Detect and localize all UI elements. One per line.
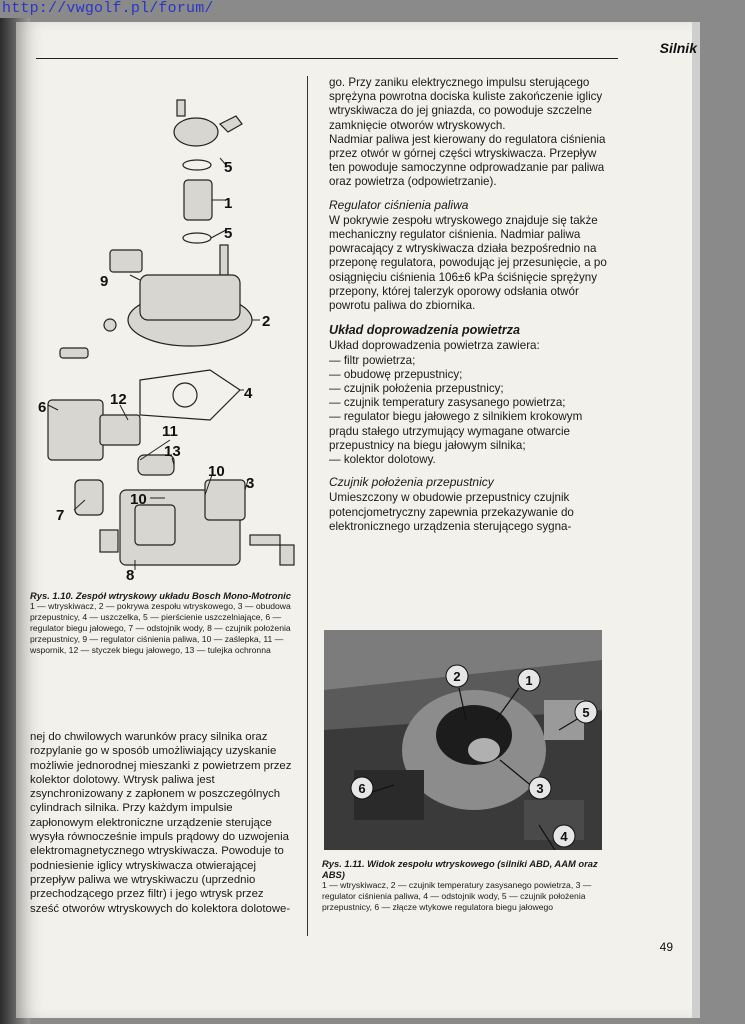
photo-callout: 1 [525,673,533,688]
header-rule [36,58,618,59]
figure-caption-1 [30,590,304,656]
diagram-callout: 9 [100,273,109,290]
list-item: — czujnik położenia przepustnicy; [329,382,504,396]
figure-title: Rys. 1.10. Zespół wtryskowy układu Bosch Mono-Motronic [30,590,291,601]
paragraph: Nadmiar paliwa jest kierowany do regulatora ciśnienia przez otwór w górnej części wtryskiwacza. Przepływ ten powoduje samoczynne odprowadzanie par paliwa oraz powietrza (odpowietrzanie). [329,132,606,189]
list-item: — obudowę przepustnicy; [329,367,463,381]
component-list [329,354,611,468]
list-item: — kolektor dolotowy. [329,453,436,467]
diagram-callout: 2 [262,313,271,330]
paragraph: W pokrywie zespołu wtryskowego znajduje się także mechaniczny regulator ciśnienia. Nadmiar paliwa powracający z wtryskiwacza działa bezpośrednio na przeponę regulatora, powodując jej przesunięcie, a po osiągnięciu ciśnienia 106±6 kPa ściśnięcie sprężyny przepony, której talerzyk oporowy odsłania otwór powrotu paliwa do zbiornika. [329,213,607,313]
watermark-url: http://vwgolf.pl/forum/ [2,0,214,17]
figure-caption-2 [322,858,608,913]
exploded-injection-unit-diagram [20,80,310,580]
diagram-callout: 5 [224,225,233,242]
right-column [329,76,611,534]
diagram-callout: 5 [224,159,233,176]
paragraph: Układ doprowadzenia powietrza zawiera: [329,339,540,353]
section-title: Silnik [659,40,697,56]
diagram-callout: 11 [162,423,178,440]
list-item: — filtr powietrza; [329,353,416,367]
section-heading: Układ doprowadzenia powietrza [329,323,521,338]
subheading: Regulator ciśnienia paliwa [329,197,469,212]
diagram-callout: 10 [208,463,225,480]
diagram-callout: 13 [164,443,181,460]
photo-callout: 5 [582,705,590,720]
list-item: — regulator biegu jałowego z silnikiem krokowym prądu stałego utrzymujący wymagane otwarcie przepustnicy na biegu jałowym silnika; [329,410,583,452]
diagram-callout: 1 [224,195,233,212]
diagram-callout: 7 [56,507,65,524]
diagram-callout: 10 [130,491,147,508]
list-item: — czujnik temperatury zasysanego powietrza; [329,396,566,410]
paragraph: Umieszczony w obudowie przepustnicy czujnik potencjometryczny zapewnia przekazywanie do elektronicznego urządzenia sterującego sygna- [329,491,574,533]
photo-callout: 2 [453,669,461,684]
injection-unit-photo [324,630,602,850]
photo-callout: 6 [358,781,366,796]
diagram-callout: 3 [246,475,255,492]
photo-callout: 3 [536,781,544,796]
subheading: Czujnik położenia przepustnicy [329,475,494,490]
page-number: 49 [659,940,673,954]
figure-legend: 1 — wtryskiwacz, 2 — pokrywa zespołu wtryskowego, 3 — obudowa przepustnicy, 4 — uszczelka, 5 — pierścienie uszczelniające, 6 — regulator biegu jałowego, 7 — odstojnik wody, 8 — czujnik położenia przepustnicy, 9 — regulator ciśnienia paliwa, 10 — zaślepka, 11 — wspornik, 12 — styczek biegu jałowego, 13 — tulejka ochronna [30,601,291,655]
photo-callout: 4 [560,829,568,844]
diagram-callout: 12 [110,391,127,408]
diagram-callout: 4 [244,385,253,402]
diagram-callout: 6 [38,399,47,416]
diagram-callout: 8 [126,567,135,580]
figure-legend: 1 — wtryskiwacz, 2 — czujnik temperatury zasysanego powietrza, 3 — regulator ciśnienia paliwa, 4 — odstojnik wody, 5 — czujnik położenia przepustnicy, 6 — złącze wtykowe regulatora biegu jałowego [322,880,592,912]
figure-title: Rys. 1.11. Widok zespołu wtryskowego (silniki ABD, AAM oraz ABS) [322,858,598,880]
left-column-text: nej do chwilowych warunków pracy silnika oraz rozpylanie go w sposób umożliwiający uzyskanie możliwie jednorodnej mieszanki z powietrzem przez kolektor dolotowy. Wtrysk paliwa jest zsynchronizowany z zapłonem w poszczególnych cylindrach silnika. Przy każdym impulsie zapłonowym elektroniczne urządzenie sterujące wysyła równocześnie impuls prądowy do uzwojenia elektromagnetycznego wtryskiwacza. Powoduje to podniesienie iglicy wtryskiwacza otwierającej przepływ paliwa we wtryskiwaczu (uprzednio przechodzącego przez filtr) i jego wtrysk przez sześć otworów wtryskowych do kolektora dolotowe- [30,731,292,915]
paragraph: go. Przy zaniku elektrycznego impulsu sterującego sprężyna powrotna dociska kuliste zakończenie iglicy wtryskiwacza do jej gniazda, co powoduje szczelne zamknięcie otworów wtryskowych. [329,76,603,132]
